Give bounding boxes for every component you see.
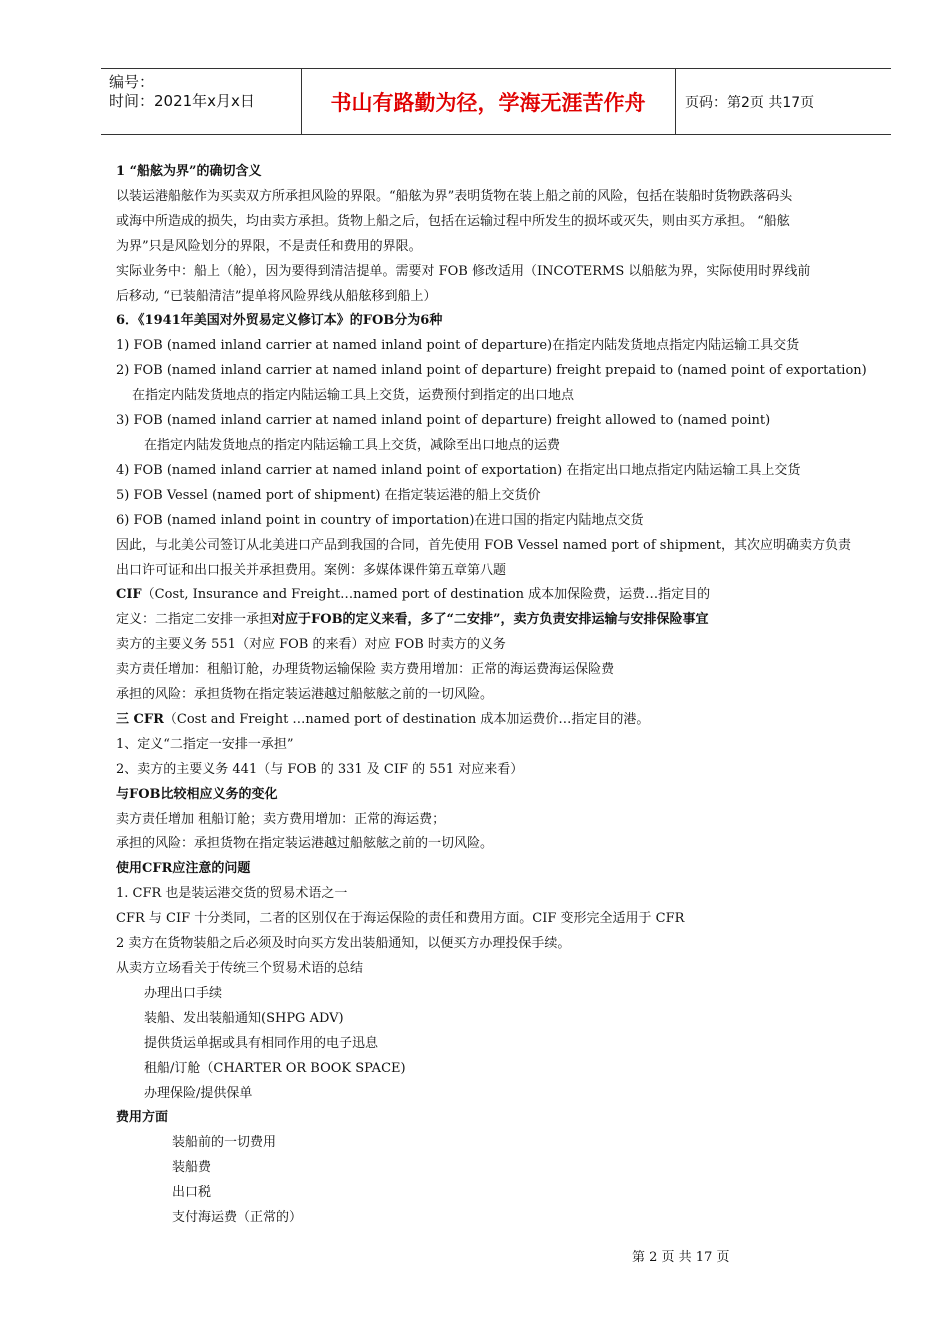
list-item: 办理出口手续: [144, 985, 223, 1001]
number-label: 编号：: [109, 73, 155, 91]
paragraph-line: CFR 与 CIF 十分类同，二者的区别仅在于海运保险的责任和费用方面。CIF 变形完全适用于 CFR: [116, 911, 685, 927]
paragraph-line: 或海中所造成的损失，均由卖方承担。货物上船之后，包括在运输过程中所发生的损坏或灭失，则由买方承担。 “船舷: [116, 213, 790, 229]
list-item: 装船前的一切费用: [172, 1135, 277, 1151]
page-info: 页码：第2页 共17页: [685, 95, 815, 111]
heading: 与FOB比较相应义务的变化: [116, 786, 278, 802]
list-item-detail: 在指定内陆发货地点的指定内陆运输工具上交货，减除至出口地点的运费: [144, 437, 561, 453]
paragraph-line: 从卖方立场看关于传统三个贸易术语的总结: [116, 961, 364, 976]
time-label: 时间：2021年x月x日: [109, 92, 255, 110]
heading: 费用方面: [116, 1110, 169, 1126]
paragraph-line: 以装运港船舷作为买卖双方所承担风险的界限。“船舷为界”表明货物在装上船之前的风险，包括在装船时货物跌落码头: [116, 188, 793, 204]
paragraph-line: 卖方的主要义务 551（对应 FOB 的来看）对应 FOB 时卖方的义务: [116, 637, 506, 653]
header-left: [109, 73, 255, 111]
paragraph-line: 为界”只是风险划分的界限，不是责任和费用的界限。: [116, 238, 422, 254]
paragraph-line: 因此，与北美公司签订从北美进口产品到我国的合同，首先使用 FOB Vessel named port of shipment，其次应明确卖方负责: [116, 537, 851, 553]
paragraph-line: 后移动, “已装船清洁”提单将风险界线从船舷移到船上）: [116, 288, 437, 304]
list-item-detail: 在指定内陆发货地点的指定内陆运输工具上交货，运费预付到指定的出口地点: [132, 388, 575, 404]
definition-emphasis: 对应于FOB的定义来看，多了“二安排”，卖方负责安排运输与安排保险事宜: [272, 612, 709, 628]
heading: 6．《1941年美国对外贸易定义修订本》的FOB分为6种: [116, 313, 443, 329]
paragraph-line: 承担的风险：承担货物在指定装运港越过船舷舷之前的一切风险。: [116, 836, 494, 852]
paragraph-line: [116, 583, 881, 608]
paragraph-line: 1. CFR 也是装运港交货的贸易术语之一: [116, 886, 348, 902]
paragraph-line: 卖方责任增加 租船订舱；卖方费用增加：正常的海运费；: [116, 811, 446, 827]
paragraph-line: 卖方责任增加：租船订舱，办理货物运输保险 卖方费用增加：正常的海运费海运保险费: [116, 662, 615, 678]
document-body: [116, 160, 881, 1231]
term-cfr: 三 CFR: [116, 711, 164, 727]
list-item: 办理保险/提供保单: [144, 1085, 253, 1101]
list-item: 装船费: [172, 1160, 212, 1176]
list-item: 2) FOB (named inland carrier at named inland point of departure) freight prepaid to (named point of exportation): [116, 363, 867, 379]
paragraph-line: 出口许可证和出口报关并承担费用。案例：多媒体课件第五章第八题: [116, 562, 507, 578]
paragraph-line: [116, 708, 881, 733]
paragraph-line: 承担的风险：承担货物在指定装运港越过船舷舷之前的一切风险。: [116, 687, 494, 703]
page-footer: 第 2 页 共 17 页: [632, 1250, 730, 1265]
list-item: 3) FOB (named inland carrier at named inland point of departure) freight allowed to (named point): [116, 413, 771, 429]
paragraph-line: 1、定义“二指定一安排一承担”: [116, 736, 294, 752]
list-item: 6) FOB (named inland point in country of importation)在进口国的指定内陆地点交货: [116, 512, 644, 528]
paragraph-line: 2 卖方在货物装船之后必须及时向买方发出装船通知，以便买方办理投保手续。: [116, 936, 571, 952]
list-item: 5) FOB Vessel (named port of shipment) 在指定装运港的船上交货价: [116, 487, 541, 503]
heading: 使用CFR应注意的问题: [116, 861, 251, 877]
term-cfr-desc: （Cost and Freight …named port of destination 成本加运费价…指定目的港。: [163, 711, 650, 727]
paragraph-line: [116, 608, 881, 633]
paragraph-line: 2、卖方的主要义务 441（与 FOB 的 331 及 CIF 的 551 对应来看）: [116, 761, 524, 777]
list-item: 提供货运单据或具有相同作用的电子迅息: [144, 1035, 379, 1051]
page-header: [101, 68, 891, 135]
list-item: 租船/订舱（CHARTER OR BOOK SPACE): [144, 1060, 406, 1076]
paragraph-line: 实际业务中：船上（舱），因为要得到清洁提单。需要对 FOB 修改适用（INCOTERMS 以船舷为界，实际使用时界线前: [116, 263, 811, 279]
term-cif: CIF: [116, 587, 142, 603]
list-item: 1) FOB (named inland carrier at named inland point of departure)在指定内陆发货地点指定内陆运输工具交货: [116, 338, 800, 354]
heading: 1 “船舷为界”的确切含义: [116, 164, 262, 179]
list-item: 装船、发出装船通知(SHPG ADV): [144, 1010, 344, 1026]
motto: 书山有路勤为径，学海无涯苦作舟: [330, 91, 646, 115]
list-item: 支付海运费（正常的）: [172, 1210, 303, 1226]
term-cif-desc: （Cost, Insurance and Freight…named port of destination 成本加保险费，运费…指定目的: [141, 587, 711, 603]
list-item: 4) FOB (named inland carrier at named inland point of exportation) 在指定出口地点指定内陆运输工具上交货: [116, 462, 801, 478]
list-item: 出口税: [172, 1185, 212, 1201]
definition-label: 定义：二指定二安排一承担: [116, 612, 273, 628]
header-divider: [675, 69, 676, 134]
